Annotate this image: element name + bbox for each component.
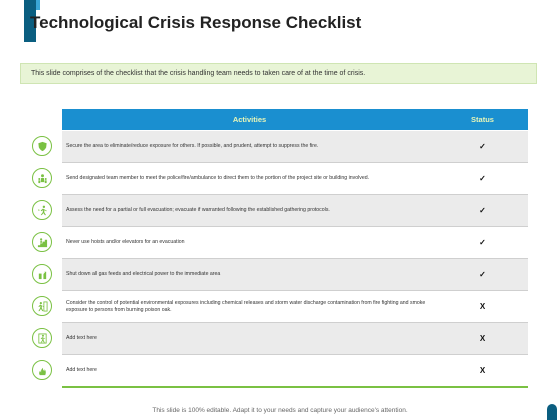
- status-mark: ✓: [479, 142, 486, 151]
- table-row: [62, 131, 528, 163]
- activities-header: Activities: [232, 115, 267, 124]
- description-banner: This slide comprises of the checklist that the crisis handling team needs to taken care of at the time of crisis.: [20, 63, 537, 84]
- team-icon: [32, 168, 52, 188]
- table-row: [62, 195, 528, 227]
- status-mark: ✓: [479, 238, 486, 247]
- activity-text: Add text here: [66, 367, 97, 373]
- table-row: [62, 323, 528, 355]
- table-row: [62, 259, 528, 291]
- status-mark: X: [479, 366, 486, 375]
- footer-note: This slide is 100% editable. Adapt it to your needs and capture your audience's attention.: [152, 407, 408, 414]
- table-row: [62, 291, 528, 323]
- activity-text: Secure the area to eliminate/reduce exposure for others. If possible, and prudent, attempt to suppress the fire.: [66, 143, 319, 149]
- emergency-exit-icon: [32, 328, 52, 348]
- status-mark: ✓: [479, 206, 486, 215]
- checklist-table: [62, 109, 528, 375]
- fire-exit-icon: [32, 360, 52, 380]
- slide-title: Technological Crisis Response Checklist: [30, 13, 362, 32]
- activity-text: Consider the control of potential environmental exposures including chemical releases and storm water discharge contamination from fire fighting and smoke exposure to persons from burning poison oak.: [66, 299, 426, 313]
- activity-text: Send designated team member to meet the police/fire/ambulance to direct them to the portion of the project site or building involved.: [66, 175, 370, 181]
- stairs-icon: [32, 232, 52, 252]
- table-row: [62, 355, 528, 388]
- table-header: [62, 109, 528, 130]
- status-header: Status: [471, 115, 494, 124]
- table-row: [62, 227, 528, 259]
- activity-text: Shut down all gas feeds and electrical power to the immediate area: [66, 271, 221, 277]
- activity-text: Add text here: [66, 335, 97, 341]
- status-mark: X: [479, 334, 486, 343]
- shield-icon: [32, 136, 52, 156]
- exit-icon: [32, 296, 52, 316]
- activity-text: Never use hoists and/or elevators for an evacuation: [66, 239, 185, 245]
- title-accent-bar-highlight: [36, 0, 40, 10]
- evacuation-icon: [32, 200, 52, 220]
- page-indicator: [547, 404, 557, 420]
- status-mark: ✓: [479, 174, 486, 183]
- status-mark: X: [479, 302, 486, 311]
- power-icon: [32, 264, 52, 284]
- table-row: [62, 163, 528, 195]
- activity-text: Assess the need for a partial or full evacuation; evacuate if warranted following the established gathering protocols.: [66, 207, 330, 213]
- status-mark: ✓: [479, 270, 486, 279]
